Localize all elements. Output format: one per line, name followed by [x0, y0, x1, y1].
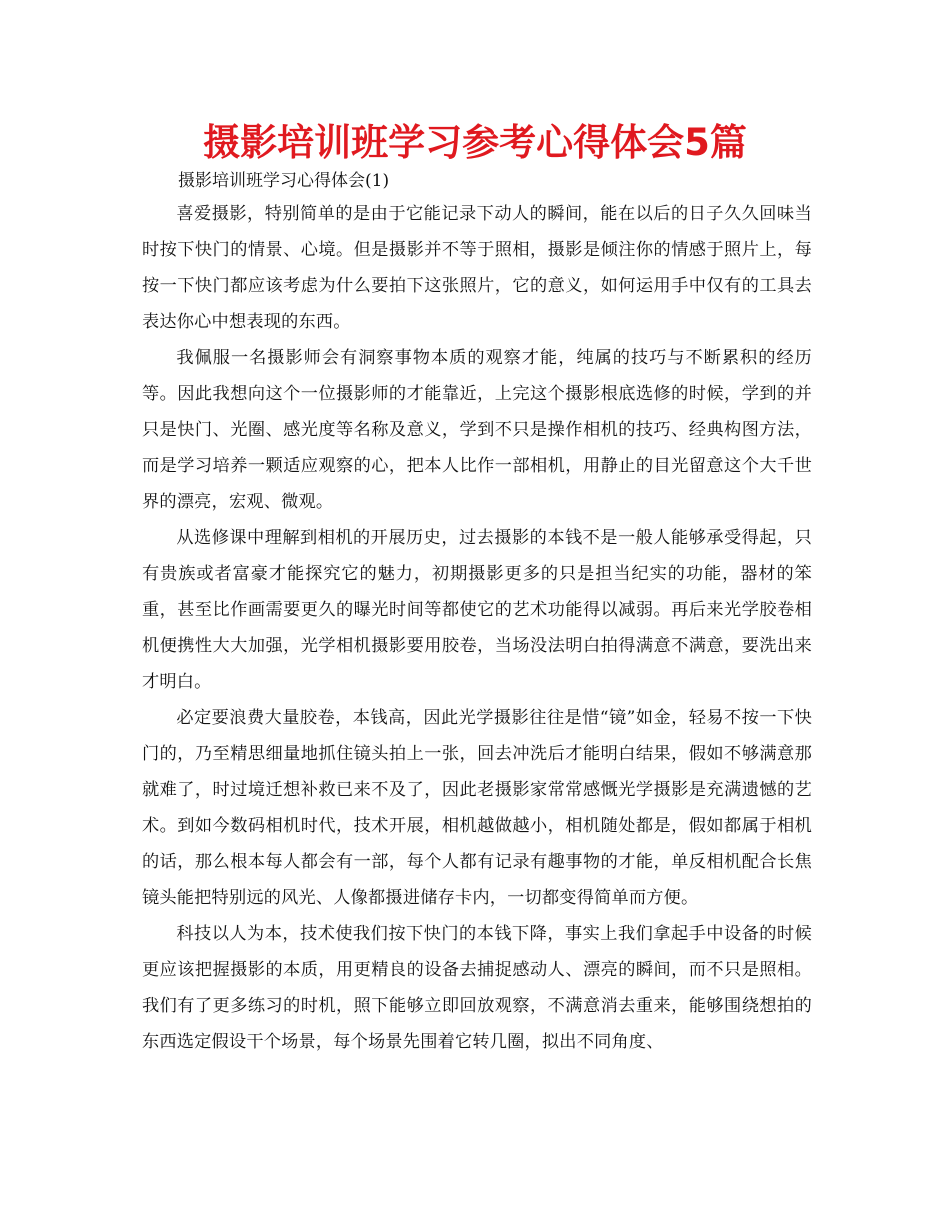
paragraph: 从选修课中理解到相机的开展历史，过去摄影的本钱不是一般人能够承受得起，只有贵族或者富豪才能探究它的魅力，初期摄影更多的只是担当纪实的功能，器材的笨重，甚至比作画需要更久的曝光时间等都使它的艺术功能得以减弱。再后来光学胶卷相机便携性大大加强，光学相机摄影要用胶卷，当场没法明白拍得满意不满意，要洗出来才明白。 [142, 528, 812, 692]
document-body [142, 196, 812, 1060]
paragraph: 科技以人为本，技术使我们按下快门的本钱下降，事实上我们拿起手中设备的时候更应该把握摄影的本质，用更精良的设备去捕捉感动人、漂亮的瞬间，而不只是照相。我们有了更多练习的时机，照下能够立即回放观察，不满意消去重来，能够围绕想拍的东西选定假设干个场景，每个场景先围着它转几圈，拟出不同角度、 [142, 924, 812, 1052]
paragraph: 必定要浪费大量胶卷，本钱高，因此光学摄影往往是惜“镜”如金，轻易不按一下快门的，乃至精思细量地抓住镜头拍上一张，回去冲洗后才能明白结果，假如不够满意那就难了，时过境迁想补救已来不及了，因此老摄影家常常感慨光学摄影是充满遗憾的艺术。到如今数码相机时代，技术开展，相机越做越小，相机随处都是，假如都属于相机的话，那么根本每人都会有一部，每个人都有记录有趣事物的才能，单反相机配合长焦镜头能把特别远的风光、人像都摄进储存卡内，一切都变得简单而方便。 [142, 708, 812, 908]
document-subtitle: 摄影培训班学习心得体会(1) [178, 171, 390, 191]
paragraph: 我佩服一名摄影师会有洞察事物本质的观察才能，纯属的技巧与不断累积的经历等。因此我想向这个一位摄影师的才能靠近，上完这个摄影根底选修的时候，学到的并只是快门、光圈、感光度等名称及意义，学到不只是操作相机的技巧、经典构图方法，而是学习培养一颗适应观察的心，把本人比作一部相机，用静止的目光留意这个大千世界的漂亮，宏观、微观。 [142, 348, 812, 512]
paragraph: 喜爱摄影，特别简单的是由于它能记录下动人的瞬间，能在以后的日子久久回味当时按下快门的情景、心境。但是摄影并不等于照相，摄影是倾注你的情感于照片上，每按一下快门都应该考虑为什么要拍下这张照片，它的意义，如何运用手中仅有的工具去表达你心中想表现的东西。 [142, 204, 812, 332]
document-title: 摄影培训班学习参考心得体会5篇 [203, 121, 747, 164]
